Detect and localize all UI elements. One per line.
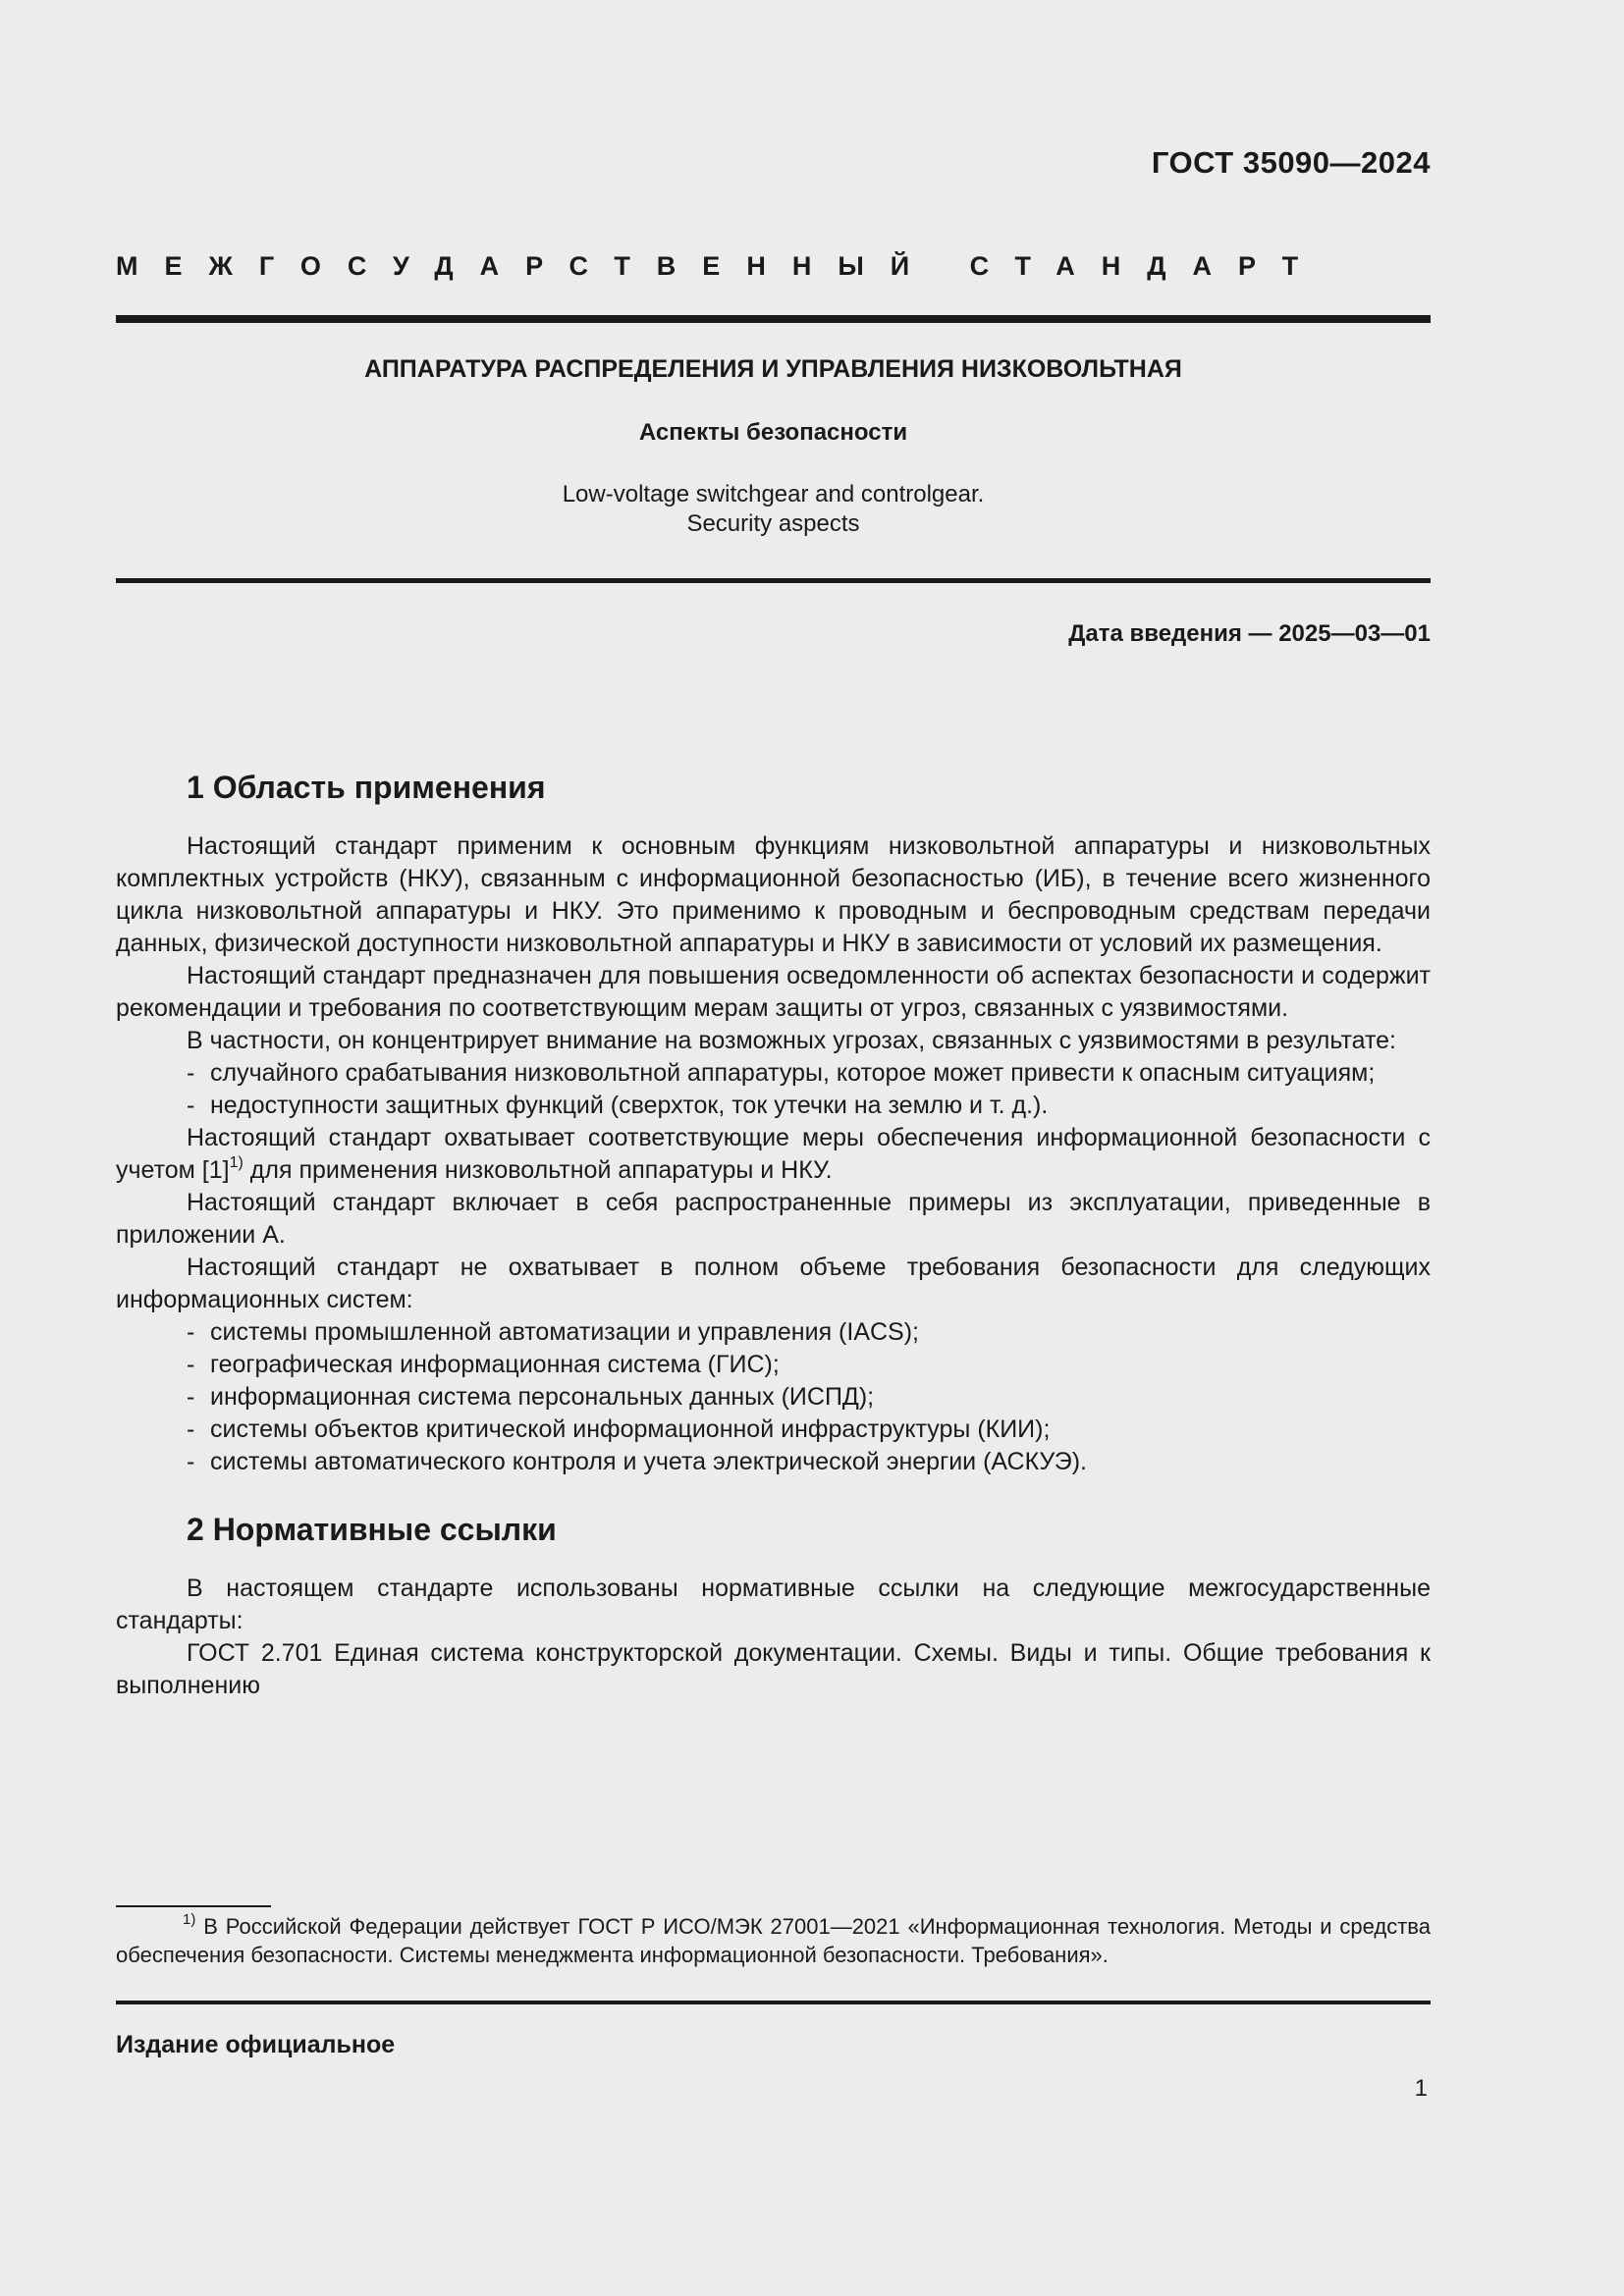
header-divider xyxy=(116,315,1431,323)
standard-type-heading: МЕЖГОСУДАРСТВЕННЫЙ СТАНДАРТ xyxy=(116,251,1326,281)
section-1-heading: 1 Область применения xyxy=(187,770,546,805)
list-item: - географическая информационная система (ГИС); xyxy=(116,1349,1431,1381)
systems-list xyxy=(116,1316,1431,1478)
official-edition-label: Издание официальное xyxy=(116,2031,396,2058)
english-title-line1: Low-voltage switchgear and controlgear. xyxy=(562,481,985,507)
footnote-marker: 1) xyxy=(183,1911,196,1928)
list-dash: - xyxy=(187,1448,195,1475)
scope-paragraph-2: Настоящий стандарт предназначен для повышения осведомленности об аспектах безопасности и содержит рекомендации и требования по соответствующим мерам защиты от угроз, связанных с уязвимостями. xyxy=(116,962,1431,1022)
threats-list xyxy=(116,1057,1431,1122)
section-2-heading: 2 Нормативные ссылки xyxy=(187,1512,557,1547)
list-dash: - xyxy=(187,1351,195,1378)
footnote xyxy=(116,1912,1431,1969)
scope-paragraph-6: Настоящий стандарт не охватывает в полном объеме требования безопасности для следующих информационных систем: xyxy=(116,1254,1431,1313)
list-dash: - xyxy=(187,1383,195,1411)
list-item: - недоступности защитных функций (сверхток, ток утечки на землю и т. д.). xyxy=(116,1090,1431,1122)
list-item: - системы промышленной автоматизации и управления (IACS); xyxy=(116,1316,1431,1349)
english-title xyxy=(116,480,1431,539)
title-divider xyxy=(116,578,1431,583)
footnote-divider xyxy=(116,1905,271,1907)
list-dash: - xyxy=(187,1059,195,1087)
list-dash: - xyxy=(187,1415,195,1443)
section-scope xyxy=(116,766,1431,1478)
references-paragraph-1: В настоящем стандарте использованы нормативные ссылки на следующие межгосударственные стандарты: xyxy=(116,1575,1431,1634)
scope-paragraph-1: Настоящий стандарт применим к основным функциям низковольтной аппаратуры и низковольтных комплектных устройств (НКУ), связанным с информационной безопасностью (ИБ), в течение всего жизненного цикла низковольтной аппаратуры и НКУ. Это применимо к проводным и беспроводным средствам передачи данных, физической доступности низковольтной аппаратуры и НКУ в зависимости от условий их размещения. xyxy=(116,832,1431,957)
list-item: - случайного срабатывания низковольтной аппаратуры, которое может привести к опасным ситуациям; xyxy=(116,1057,1431,1090)
gost-number: ГОСТ 35090—2024 xyxy=(1151,145,1431,180)
section-normative-references xyxy=(116,1508,1431,1702)
english-title-line2: Security aspects xyxy=(686,510,860,537)
document-subtitle: Аспекты безопасности xyxy=(638,419,908,446)
footer-divider xyxy=(116,2001,1431,2004)
references-paragraph-2: ГОСТ 2.701 Единая система конструкторской документации. Схемы. Виды и типы. Общие требования к выполнению xyxy=(116,1639,1431,1699)
footnote-text: В Российской Федерации действует ГОСТ Р ИСО/МЭК 27001—2021 «Информационная технология. Методы и средства обеспечения безопасности. Системы менеджмента информационной безопасности. Требования». xyxy=(116,1914,1431,1967)
date-of-introduction: Дата введения — 2025—03—01 xyxy=(1068,620,1431,647)
list-item: - информационная система персональных данных (ИСПД); xyxy=(116,1381,1431,1414)
list-item: - системы объектов критической информационной инфраструктуры (КИИ); xyxy=(116,1414,1431,1446)
list-dash: - xyxy=(187,1318,195,1346)
footnote-reference[interactable]: 1) xyxy=(229,1154,244,1171)
list-item: - системы автоматического контроля и учета электрической энергии (АСКУЭ). xyxy=(116,1446,1431,1478)
document-title: АППАРАТУРА РАСПРЕДЕЛЕНИЯ И УПРАВЛЕНИЯ НИЗКОВОЛЬТНАЯ xyxy=(364,355,1182,383)
scope-paragraph-3: В частности, он концентрирует внимание на возможных угрозах, связанных с уязвимостями в результате: xyxy=(187,1027,1396,1054)
document-body xyxy=(116,766,1431,1702)
scope-paragraph-5: Настоящий стандарт включает в себя распространенные примеры из эксплуатации, приведенные в приложении А. xyxy=(116,1189,1431,1249)
list-dash: - xyxy=(187,1092,195,1119)
scope-paragraph-4: Настоящий стандарт охватывает соответствующие меры обеспечения информационной безопасности с учетом $[1]^{1)}$ для применения низковольтной аппаратуры и НКУ. xyxy=(116,1124,1431,1184)
page-number: 1 xyxy=(1414,2075,1428,2102)
